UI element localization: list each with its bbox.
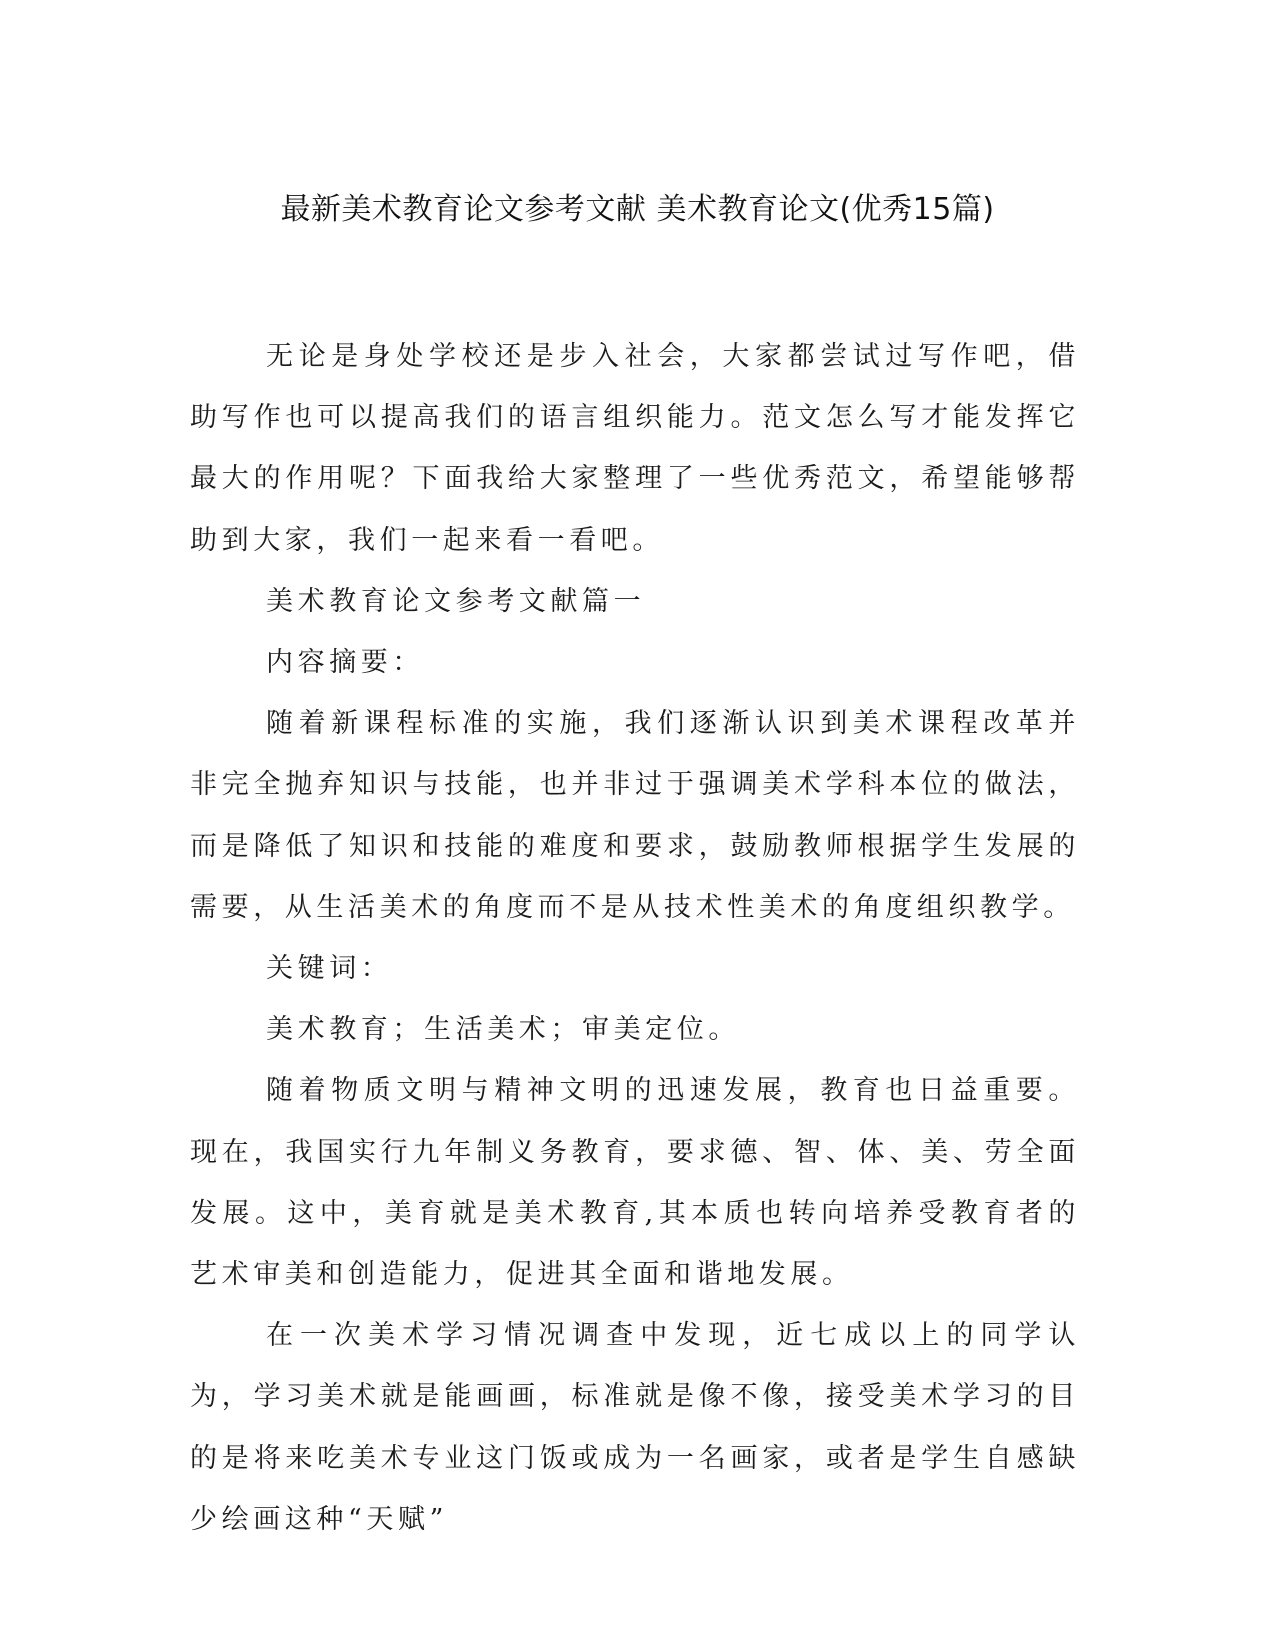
- abstract-label: 内容摘要：: [266, 647, 424, 679]
- document-title: 最新美术教育论文参考文献 美术教育论文(优秀15篇): [280, 192, 995, 227]
- document-body: [190, 326, 1080, 1550]
- section-heading: 美术教育论文参考文献篇一: [266, 585, 646, 617]
- paragraph-abstract: 随着新课程标准的实施，我们逐渐认识到美术课程改革并非完全抛弃知识与技能，也并非过于强调美术学科本位的做法，而是降低了知识和技能的难度和要求，鼓励教师根据学生发展的需要，从生活美术的角度而不是从技术性美术的角度组织教学。: [190, 708, 1080, 923]
- paragraph-intro: 无论是身处学校还是步入社会，大家都尝试过写作吧，借助写作也可以提高我们的语言组织能力。范文怎么写才能发挥它最大的作用呢？下面我给大家整理了一些优秀范文，希望能够帮助到大家，我们一起来看一看吧。: [190, 341, 1080, 556]
- paragraph-body-1: 随着物质文明与精神文明的迅速发展，教育也日益重要。现在，我国实行九年制义务教育，要求德、智、体、美、劳全面发展。这中，美育就是美术教育,其本质也转向培养受教育者的艺术审美和创造能力，促进其全面和谐地发展。: [190, 1075, 1080, 1291]
- paragraph-body-2: 在一次美术学习情况调查中发现，近七成以上的同学认为，学习美术就是能画画，标准就是像不像，接受美术学习的目的是将来吃美术专业这门饭或成为一名画家，或者是学生自感缺少绘画这种“天赋”: [190, 1320, 1080, 1535]
- keywords-label: 关键词：: [266, 953, 393, 985]
- keywords-value: 美术教育；生活美术；审美定位。: [266, 1014, 740, 1046]
